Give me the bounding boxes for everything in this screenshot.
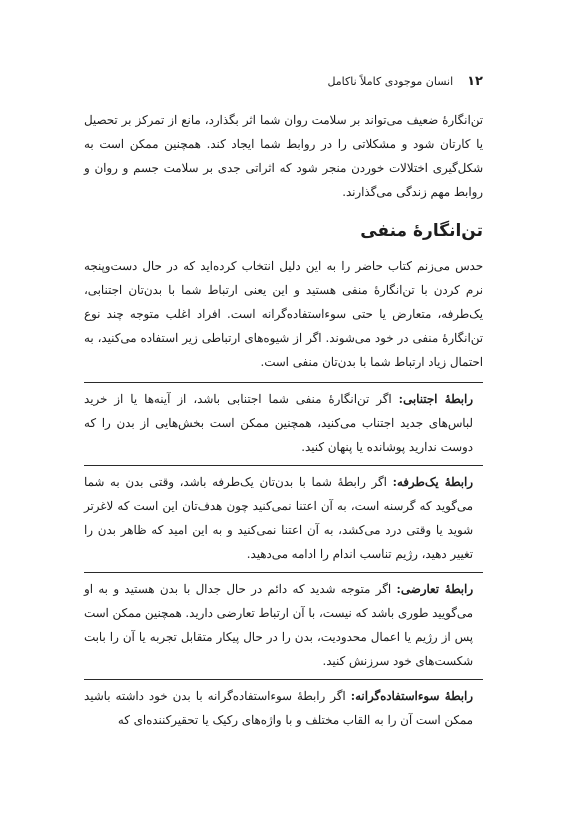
section-paragraph: حدس می‌زنم کتاب حاضر را به این دلیل انتخاب کرده‌اید که در حال دست‌وپنجه نرم کردن با تن‌انگارهٔ منفی هستید و این یعنی ارتباط شما با بدن‌تان اجتنابی، یک‌طرفه، متعارض یا حتی سوءاستفاده‌گرانه است. افراد اغلب متوجه چند نوع تن‌انگارهٔ منفی در خود می‌شوند. اگر از شیوه‌های ارتباطی زیر استفاده می‌کنید، به احتمال زیاد ارتباط شما با بدن‌تان منفی است. [84,259,483,369]
item-title: رابطهٔ تعارضی: [396,582,474,596]
item-paragraph [84,470,473,566]
item-paragraph [84,387,473,459]
item-title: رابطهٔ سوءاستفاده‌گرانه: [350,689,474,703]
intro-paragraph: تن‌انگارهٔ ضعیف می‌تواند بر سلامت روان شما اثر بگذارد، مانع از تمرکز بر تحصیل یا کارتان شود و مشکلاتی را در روابط شما ایجاد کند. همچنین ممکن است به شکل‌گیری اختلالات خوردن منجر شود که اثراتی جدی بر سلامت جسم و روان و روابط مهم زندگی می‌گذارند. [84,113,483,199]
section-heading: تن‌انگارهٔ منفی [360,221,483,241]
item-title: رابطهٔ یک‌طرفه: [392,475,473,489]
item-text: اگر رابطهٔ سوءاستفاده‌گرانه با بدن خود داشته باشید ممکن است آن را به القاب مختلف و با واژه‌های رکیک یا تحقیرکننده‌ای که [84,689,473,727]
item-paragraph [84,684,473,732]
item-title: رابطهٔ اجتنابی: [398,392,474,406]
item-paragraph [84,577,473,673]
relationship-item-avoidant [84,382,483,465]
running-title: انسان موجودی کاملاً ناکامل [327,74,454,88]
relationship-item-conflicted [84,572,483,679]
item-text: اگر تن‌انگارهٔ منفی شما اجتنابی باشد، از آینه‌ها یا از خرید لباس‌های جدید اجتناب می‌کنید، همچنین ممکن است بخش‌هایی از بدن را که دوست ندارید پوشانده یا پنهان کنید. [84,392,473,454]
page-number: ۱۲ [467,73,483,89]
item-text: اگر متوجه شدید که دائم در حال جدال با بدن هستید و به او می‌گویید طوری باشد که نیست، با آن ارتباط تعارضی دارید. همچنین ممکن است پس از رژیم یا اعمال محدودیت، بدن را در حال پیکار متقابل تجربه یا آن را بابت شکست‌های خود سرزنش کنید. [84,582,473,668]
item-text: اگر رابطهٔ شما با بدن‌تان یک‌طرفه باشد، وقتی بدن به شما می‌گوید که گرسنه است، به آن اعتنا نمی‌کنید چون هدف‌تان این است که لاغرتر شوید یا وقتی درد می‌کشد، به آن اعتنا نمی‌کنید و به این امید که ظاهر بدن را تغییر دهید، رژیم تناسب اندام را ادامه می‌دهید. [84,475,473,561]
running-header [84,70,483,92]
page-content [84,108,483,738]
relationship-item-abusive [84,679,483,738]
relationship-item-one-sided [84,465,483,572]
